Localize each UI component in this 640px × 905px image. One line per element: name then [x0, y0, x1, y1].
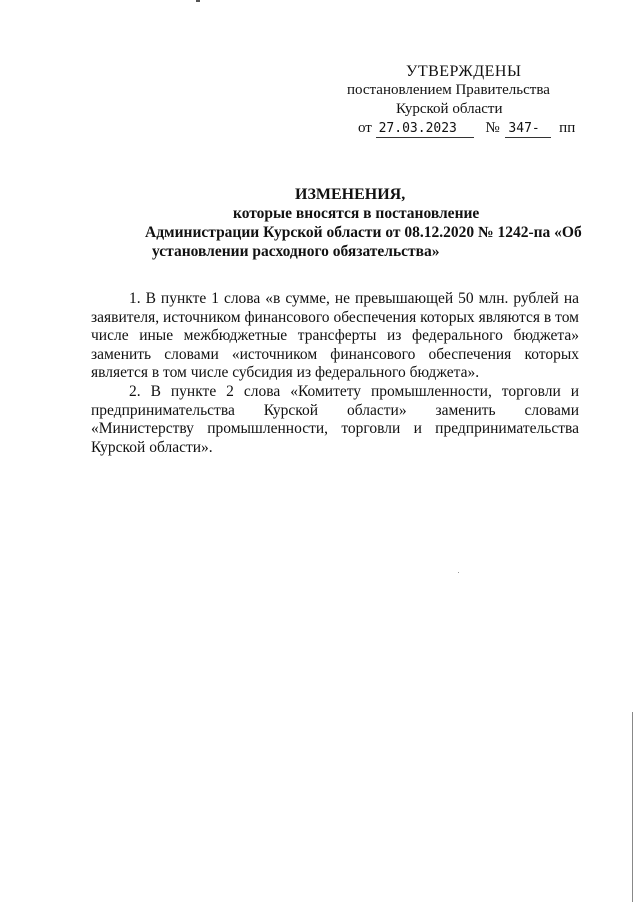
date-value: 27.03.2023 — [376, 121, 474, 138]
scan-artifact-right-edge — [632, 712, 633, 902]
approval-stamp — [330, 62, 580, 138]
title-heading: ИЗМЕНЕНИЯ, — [295, 186, 406, 203]
scan-artifact-dot — [458, 572, 459, 573]
document-title — [120, 185, 590, 261]
number-suffix: пп — [559, 120, 576, 136]
date-prefix: от — [358, 120, 372, 136]
document-body — [91, 290, 579, 457]
region-line: Курской области — [396, 101, 503, 117]
number-sign: № — [485, 120, 500, 136]
title-line-3: Администрации Курской области от 08.12.2020 № 1242-па «Об — [145, 224, 582, 241]
title-line-4: установлении расходного обязательства» — [152, 243, 440, 260]
title-line-2: которые вносятся в постановление — [233, 205, 480, 222]
issuer-line: постановлением Правительства — [347, 82, 550, 98]
approved-label: УТВЕРЖДЕНЫ — [406, 63, 522, 80]
scan-artifact-top — [196, 0, 200, 2]
paragraph-2: 2. В пункте 2 слова «Комитету промышленности, торговли и предпринимательства Курской области» заменить словами «Министерству промышленности, торговли и предпринимательства Курской области». — [91, 382, 579, 456]
number-value: 347- — [505, 121, 551, 138]
paragraph-1: 1. В пункте 1 слова «в сумме, не превышающей 50 млн. рублей на заявителя, источником финансового обеспечения которых являются в том числе иные межбюджетные трансферты из федерального бюджета» заменить словами «источником финансового обеспечения которых является в том числе субсидия из федерального бюджета». — [91, 290, 579, 382]
date-number-line — [330, 119, 580, 138]
